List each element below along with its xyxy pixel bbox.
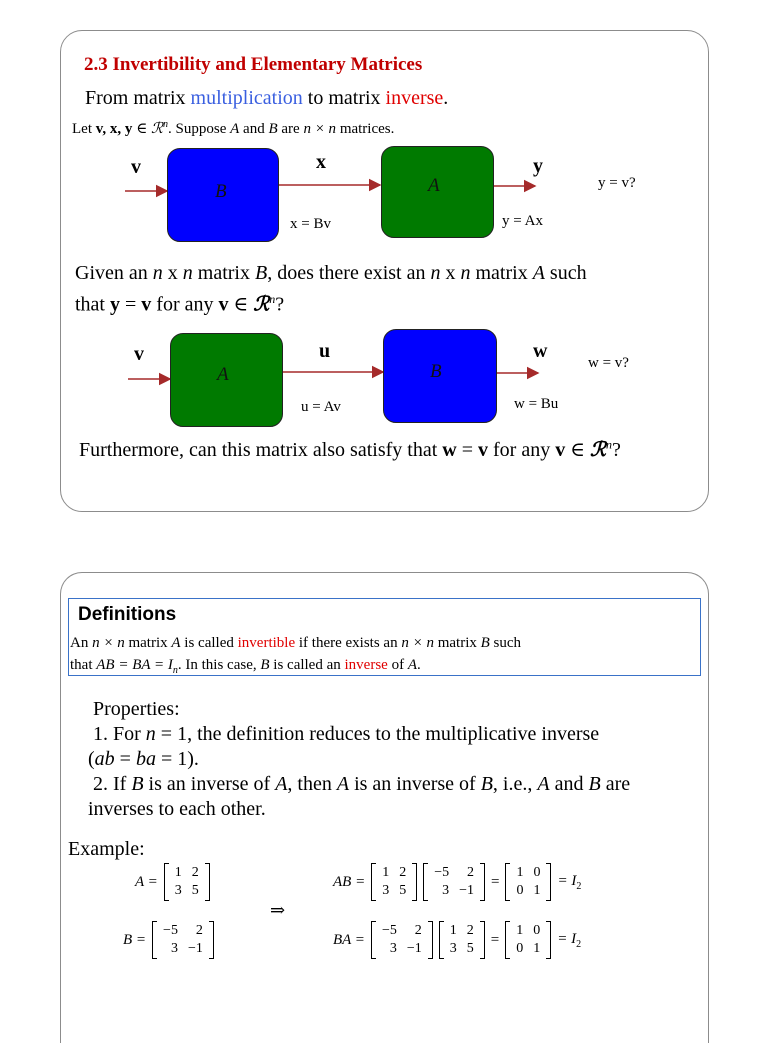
matrix-cell: −1 <box>459 883 475 898</box>
property-1-line-2 <box>88 747 630 772</box>
var-ba: ba <box>135 748 156 770</box>
matrix-cell: 1 <box>516 865 524 880</box>
matrix-a-box <box>170 333 283 427</box>
definition-line-2 <box>70 654 521 682</box>
matrix-cell: −5 <box>434 865 450 880</box>
q1-text: matrix <box>192 262 255 284</box>
matrix-a <box>164 863 210 901</box>
var-a: A <box>537 773 550 795</box>
box-label-b: B <box>430 361 442 382</box>
var-n: n <box>145 723 156 745</box>
def-text: matrix <box>124 635 172 651</box>
q2-text: = <box>456 439 478 461</box>
exponent: n <box>605 437 612 452</box>
q1-text: , does there exist an <box>267 262 431 284</box>
box-label-b: B <box>215 181 227 202</box>
matrix-cell: 2 <box>191 865 199 880</box>
input-v-label: v <box>131 156 141 178</box>
property-1-line-1 <box>88 722 630 747</box>
matrix-cell: 3 <box>382 883 390 898</box>
exponent: n <box>269 292 276 306</box>
identity-matrix <box>505 863 551 901</box>
property-2-line-1 <box>88 772 630 797</box>
matrix-a-definition <box>132 863 213 901</box>
q1-text: ? <box>275 293 285 316</box>
var-b: B <box>588 773 601 795</box>
term-invertible: invertible <box>237 635 296 651</box>
def-text: . In this case, <box>177 657 261 673</box>
subscript: 2 <box>576 938 582 950</box>
slide-title: 2.3 Invertibility and Elementary Matrices <box>84 54 423 75</box>
var-w: w <box>442 439 457 461</box>
var-a: A <box>230 121 240 137</box>
var-y: y <box>110 293 120 316</box>
def-text: An <box>70 635 93 651</box>
q1-text: that <box>75 293 110 316</box>
matrix-b <box>423 863 485 901</box>
matrix-cell: 2 <box>467 865 475 880</box>
mid-u-label: u <box>319 340 331 362</box>
prop-text: = 1). <box>155 748 199 770</box>
y-equals-ax: y = Ax <box>502 213 543 229</box>
output-y-label: y <box>533 155 543 177</box>
var-n: n <box>460 262 471 284</box>
q2-text: for any <box>488 439 556 461</box>
matrix-b-box <box>383 329 497 423</box>
var-v: v <box>555 439 566 461</box>
question-1 <box>75 260 587 318</box>
var-a: A <box>171 635 181 651</box>
example-label: Example: <box>68 838 145 860</box>
y-equals-v-question: y = v? <box>598 175 636 191</box>
prop-text: 2. If <box>93 773 132 795</box>
var-a: A <box>407 657 418 673</box>
matrix-cell: −1 <box>187 941 203 956</box>
q1-text: ∈ <box>228 293 254 316</box>
identity-matrix <box>505 921 551 959</box>
real-space-symbol: ℛ <box>590 439 606 461</box>
var-v: v <box>141 293 152 316</box>
prop-text: , then <box>287 773 337 795</box>
matrix-cell: 5 <box>191 883 199 898</box>
var-n: n <box>152 262 163 284</box>
q1-text: for any <box>151 293 219 316</box>
var-ab: ab <box>94 748 115 770</box>
q2-text: Furthermore, can this matrix also satisfy that <box>79 439 443 461</box>
matrix-cell: 0 <box>533 865 541 880</box>
real-space-symbol: ℛ <box>253 293 270 316</box>
prop-text: = 1, the definition reduces to the multiplicative inverse <box>155 723 600 745</box>
matrix-cell: 0 <box>533 923 541 938</box>
prop-text: 1. For <box>93 723 146 745</box>
subtitle-text: From matrix <box>85 87 191 109</box>
term-inverse: inverse <box>344 657 388 673</box>
n-by-n: n × n <box>92 635 125 651</box>
let-text: ∈ <box>132 121 152 137</box>
definition-text <box>70 632 521 682</box>
equals-sign: = <box>490 931 500 948</box>
subscript: n <box>172 665 178 676</box>
matrix-cell: −5 <box>381 923 397 938</box>
var-n: n <box>182 262 193 284</box>
q1-text: matrix <box>470 262 533 284</box>
product-ab-equation <box>330 863 584 901</box>
prop-text: are <box>600 773 631 795</box>
var-n: n <box>430 262 441 284</box>
var-a: A <box>532 262 545 284</box>
var-b: B <box>480 635 490 651</box>
matrix-cell: 2 <box>195 923 203 938</box>
q2-text: ∈ <box>565 439 591 461</box>
matrix-cell: 3 <box>442 883 450 898</box>
matrix-cell: 3 <box>170 941 178 956</box>
matrix-cell: −1 <box>406 941 422 956</box>
box-label-a: A <box>428 175 440 196</box>
product-ba-equation <box>330 921 584 959</box>
matrix-cell: 2 <box>399 865 407 880</box>
q2-text: ? <box>611 439 621 461</box>
lhs-ab: AB = <box>333 873 366 890</box>
matrix-cell: 0 <box>516 883 524 898</box>
def-text: matrix <box>433 635 481 651</box>
def-text: of <box>387 657 408 673</box>
q1-text: Given an <box>75 262 153 284</box>
subtitle-multiplication: multiplication <box>190 87 303 109</box>
var-v: v <box>478 439 488 461</box>
let-text: are <box>277 121 304 137</box>
var-b: B <box>268 121 278 137</box>
matrix-b <box>371 921 433 959</box>
q1-text: = <box>120 293 142 316</box>
subscript: 2 <box>576 880 582 892</box>
definition-line-1 <box>70 632 521 654</box>
var-b: B <box>254 262 268 284</box>
properties-heading: Properties: <box>93 698 180 720</box>
matrix-a <box>439 921 485 959</box>
subtitle-text: . <box>443 87 449 109</box>
def-text: that <box>70 657 97 673</box>
matrix-cell: 1 <box>533 941 541 956</box>
let-text: Let <box>72 121 96 137</box>
matrix-cell: 5 <box>399 883 407 898</box>
matrix-b-box <box>167 148 279 242</box>
var-b: B <box>260 657 270 673</box>
matrix-cell: 3 <box>449 941 457 956</box>
let-text: matrices. <box>336 121 395 137</box>
n-by-n: n × n <box>401 635 434 651</box>
q1-text: x <box>440 262 461 284</box>
matrix-b <box>152 921 214 959</box>
prop-text: ( <box>88 748 95 770</box>
box-label-a: A <box>217 364 229 385</box>
def-text: is called an <box>269 657 345 673</box>
exponent: n <box>163 119 169 130</box>
prop-text: is an inverse of <box>349 773 481 795</box>
matrix-cell: 3 <box>174 883 182 898</box>
var-a: A <box>336 773 350 795</box>
identity-i2 <box>557 931 581 950</box>
subtitle-text: to matrix <box>302 87 386 109</box>
var-b: B <box>480 773 493 795</box>
let-text: . Suppose <box>168 121 231 137</box>
mid-x-label: x <box>316 151 326 173</box>
identity-label: = I <box>557 872 577 889</box>
matrix-cell: 2 <box>414 923 422 938</box>
q1-text: such <box>544 262 587 284</box>
q1-text: x <box>162 262 183 284</box>
matrix-cell: 3 <box>389 941 397 956</box>
matrix-cell: 1 <box>174 865 182 880</box>
def-text: such <box>489 635 522 651</box>
identity-i2 <box>557 873 581 892</box>
question-1-line-1 <box>75 260 587 286</box>
x-equals-bv: x = Bv <box>290 216 331 232</box>
def-text: is called <box>180 635 238 651</box>
matrix-cell: 0 <box>516 941 524 956</box>
var-b: B <box>131 773 144 795</box>
matrix-b-definition <box>120 921 217 959</box>
u-equals-av: u = Av <box>301 399 341 415</box>
properties-section <box>88 697 630 822</box>
let-vars: v, x, y <box>95 121 133 137</box>
matrix-cell: 1 <box>533 883 541 898</box>
subtitle-inverse: inverse <box>385 87 444 109</box>
lhs-a: A = <box>135 873 158 890</box>
prop-text: = <box>114 748 136 770</box>
matrix-a-box <box>381 146 494 238</box>
prop-text: and <box>549 773 589 795</box>
lhs-ba: BA = <box>333 931 365 948</box>
question-2 <box>79 437 621 462</box>
input-v-label: v <box>134 343 144 365</box>
identity-equation: AB = BA = I <box>96 657 173 673</box>
matrix-cell: 1 <box>382 865 390 880</box>
implies-arrow: ⇒ <box>270 900 286 920</box>
var-v: v <box>218 293 229 316</box>
matrix-cell: 5 <box>466 941 474 956</box>
matrix-cell: 1 <box>449 923 457 938</box>
n-by-n: n × n <box>303 121 337 137</box>
var-a: A <box>275 773 288 795</box>
prop-text: , i.e., <box>492 773 538 795</box>
prop-text: is an inverse of <box>143 773 276 795</box>
def-text: if there exists an <box>295 635 402 651</box>
identity-label: = I <box>557 930 577 947</box>
equals-sign: = <box>491 873 500 890</box>
w-equals-v-question: w = v? <box>588 355 629 371</box>
real-space-symbol: ℛ <box>151 121 164 137</box>
let-text: and <box>239 121 269 137</box>
def-text: . <box>417 657 421 673</box>
matrix-cell: −5 <box>163 923 178 938</box>
w-equals-bu: w = Bu <box>514 396 559 412</box>
matrix-cell: 1 <box>516 923 524 938</box>
question-1-line-2 <box>75 286 587 318</box>
lhs-b: B = <box>123 931 147 948</box>
property-2-line-2: inverses to each other. <box>88 798 266 820</box>
matrix-a <box>371 863 417 901</box>
definitions-heading: Definitions <box>78 604 177 625</box>
matrix-cell: 2 <box>466 923 474 938</box>
output-w-label: w <box>533 340 548 362</box>
